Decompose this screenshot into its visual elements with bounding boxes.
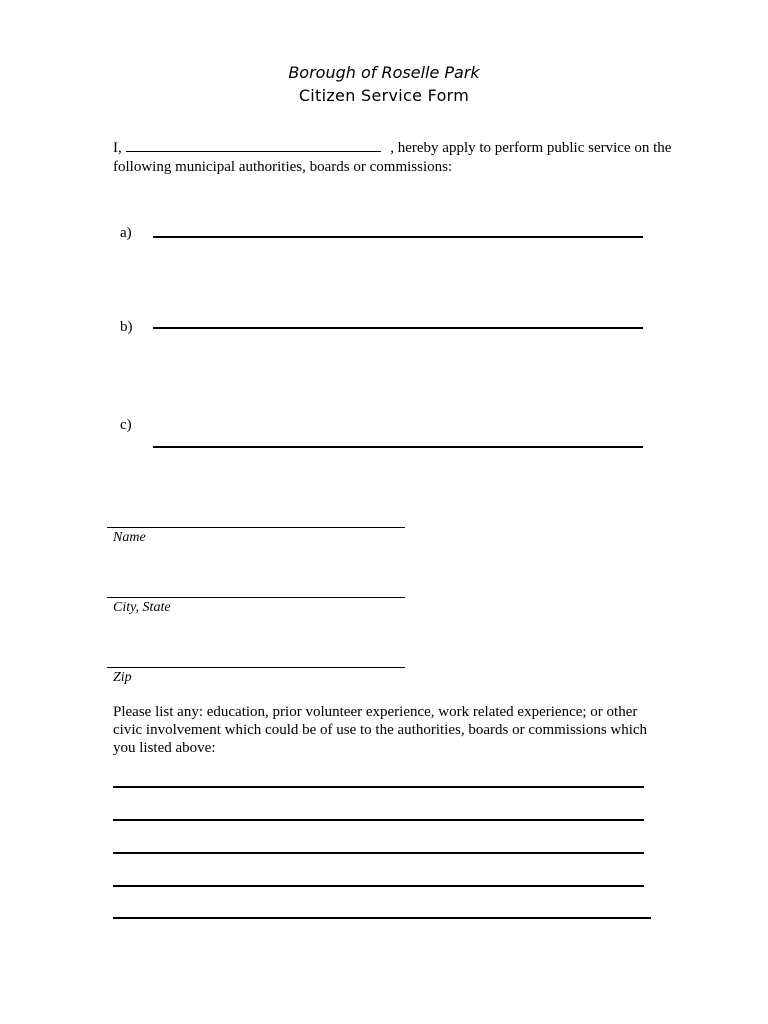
experience-line[interactable]: [113, 885, 644, 887]
experience-line[interactable]: [113, 917, 651, 919]
item-c-label: c): [120, 417, 132, 433]
applicant-name-blank[interactable]: [126, 139, 381, 152]
form-title: Borough of Roselle Park: [288, 63, 480, 82]
name-caption: Name: [113, 530, 146, 545]
item-a-blank[interactable]: [153, 236, 643, 238]
experience-line[interactable]: [113, 852, 644, 854]
city-state-blank[interactable]: [107, 597, 405, 598]
city-state-caption: City, State: [113, 600, 171, 615]
item-c-blank[interactable]: [153, 446, 643, 448]
item-b-label: b): [120, 319, 133, 335]
intro-prefix: I,: [113, 140, 122, 156]
item-a-label: a): [120, 225, 132, 241]
name-blank[interactable]: [107, 527, 405, 528]
intro-paragraph: [113, 139, 673, 177]
zip-caption: Zip: [113, 670, 132, 685]
form-subtitle: Citizen Service Form: [298, 86, 470, 105]
intro-text: , hereby apply to perform public service on the following municipal authorities, boards or commissions:: [113, 140, 672, 175]
experience-prompt: Please list any: education, prior volunteer experience, work related experience; or other civic involvement which could be of use to the authorities, boards or commissions which you listed above:: [113, 704, 648, 756]
experience-line[interactable]: [113, 819, 644, 821]
item-b-blank[interactable]: [153, 327, 643, 329]
experience-line[interactable]: [113, 786, 644, 788]
zip-blank[interactable]: [107, 667, 405, 668]
